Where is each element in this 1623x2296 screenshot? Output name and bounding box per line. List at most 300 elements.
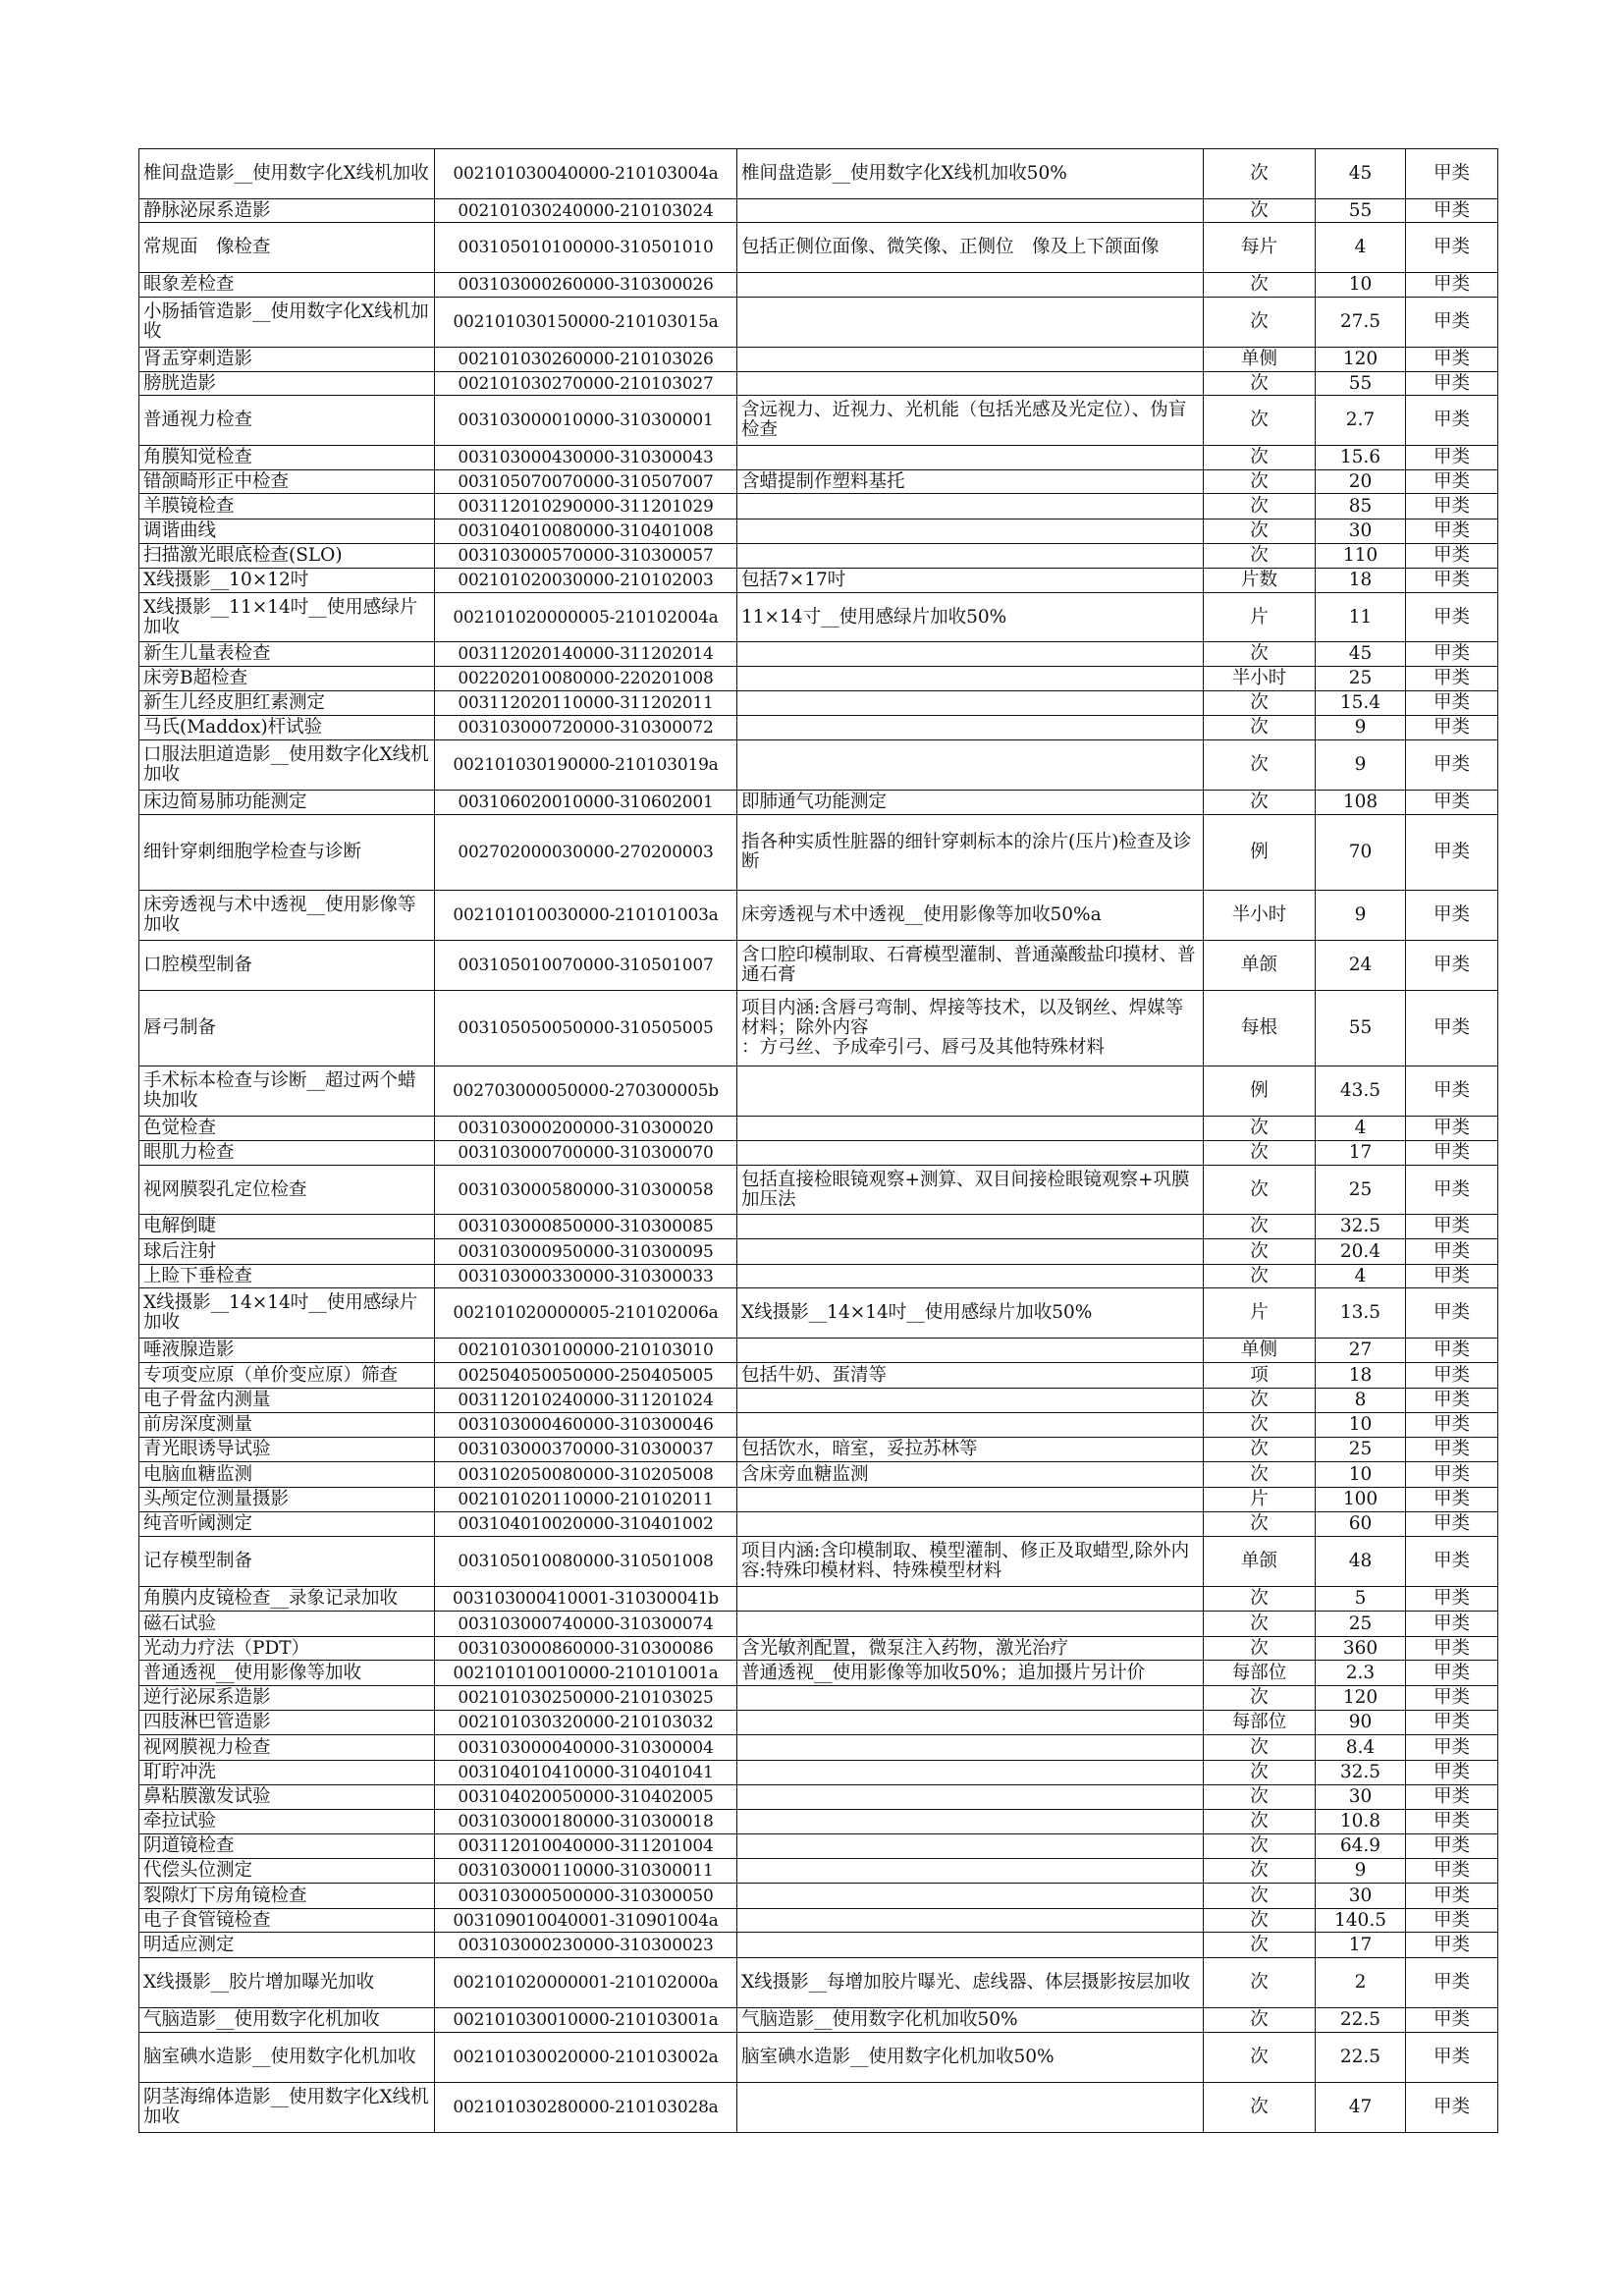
item-unit: 次: [1204, 642, 1316, 667]
item-price: 10: [1316, 273, 1406, 298]
item-name: 阴茎海绵体造影__使用数字化X线机加收: [139, 2083, 435, 2133]
item-unit: 次: [1204, 1389, 1316, 1413]
item-category: 甲类: [1406, 544, 1498, 569]
item-code: 003103000740000-310300074: [435, 1612, 737, 1637]
item-name: 电子骨盆内测量: [139, 1389, 435, 1413]
item-category: 甲类: [1406, 1141, 1498, 1166]
table-row: [139, 1537, 1498, 1587]
item-name: 鼻粘膜激发试验: [139, 1785, 435, 1810]
item-code: 002202010080000-220201008: [435, 667, 737, 691]
item-price: 4: [1316, 223, 1406, 273]
item-category: 甲类: [1406, 991, 1498, 1066]
item-code: 003105010070000-310501007: [435, 941, 737, 991]
item-category: 甲类: [1406, 372, 1498, 396]
table-row: [139, 642, 1498, 667]
item-description: 含蜡提制作塑料基托: [737, 470, 1204, 494]
item-category: 甲类: [1406, 1413, 1498, 1438]
item-code: 002101030270000-210103027: [435, 372, 737, 396]
table-row: [139, 348, 1498, 372]
item-category: 甲类: [1406, 2008, 1498, 2033]
item-unit: 每根: [1204, 991, 1316, 1066]
table-row: [139, 1462, 1498, 1488]
table-row: [139, 1239, 1498, 1265]
item-unit: 次: [1204, 372, 1316, 396]
item-name: 电解倒睫: [139, 1215, 435, 1239]
item-price: 110: [1316, 544, 1406, 569]
item-name: 纯音听阈测定: [139, 1512, 435, 1537]
item-description: 即肺通气功能测定: [737, 791, 1204, 815]
fee-table: [138, 148, 1498, 2133]
item-unit: 次: [1204, 1587, 1316, 1612]
table-row: [139, 149, 1498, 199]
item-name: 光动力疗法（PDT）: [139, 1637, 435, 1661]
item-name: 四肢淋巴管造影: [139, 1711, 435, 1735]
item-unit: 半小时: [1204, 891, 1316, 941]
item-code: 003103000370000-310300037: [435, 1438, 737, 1462]
item-price: 15.4: [1316, 691, 1406, 716]
item-unit: 例: [1204, 815, 1316, 891]
item-code: 002703000050000-270300005b: [435, 1066, 737, 1117]
item-price: 100: [1316, 1488, 1406, 1512]
item-description: 11×14寸__使用感绿片加收50%: [737, 593, 1204, 642]
item-code: 003103000330000-310300033: [435, 1265, 737, 1288]
item-description: [737, 1587, 1204, 1612]
item-unit: 次: [1204, 1413, 1316, 1438]
item-description: 含远视力、近视力、光机能（包括光感及光定位）、伪盲检查: [737, 396, 1204, 446]
item-code: 003103000700000-310300070: [435, 1141, 737, 1166]
item-description: [737, 494, 1204, 519]
item-name: 马氏(Maddox)杆试验: [139, 716, 435, 740]
item-code: 002101030190000-210103019a: [435, 740, 737, 791]
item-price: 5: [1316, 1587, 1406, 1612]
item-description: [737, 716, 1204, 740]
item-category: 甲类: [1406, 667, 1498, 691]
item-price: 30: [1316, 1884, 1406, 1909]
item-unit: 例: [1204, 1066, 1316, 1117]
item-price: 55: [1316, 199, 1406, 223]
item-unit: 次: [1204, 1884, 1316, 1909]
item-unit: 次: [1204, 740, 1316, 791]
item-name: 肾盂穿刺造影: [139, 348, 435, 372]
item-description: 项目内涵:含唇弓弯制、焊接等技术，以及钢丝、焊媒等材料；除外内容 ：方弓丝、予成牵引弓、唇弓及其他特殊材料: [737, 991, 1204, 1066]
item-description: [737, 740, 1204, 791]
item-unit: 次: [1204, 470, 1316, 494]
item-unit: 次: [1204, 1612, 1316, 1637]
table-row: [139, 740, 1498, 791]
item-name: 色觉检查: [139, 1117, 435, 1141]
table-row: [139, 446, 1498, 470]
item-name: 唇弓制备: [139, 991, 435, 1066]
table-row: [139, 991, 1498, 1066]
table-row: [139, 1488, 1498, 1512]
item-category: 甲类: [1406, 273, 1498, 298]
item-unit: 单侧: [1204, 348, 1316, 372]
item-unit: 次: [1204, 2008, 1316, 2033]
item-description: [737, 691, 1204, 716]
item-code: 003103000260000-310300026: [435, 273, 737, 298]
item-name: 球后注射: [139, 1239, 435, 1265]
item-category: 甲类: [1406, 716, 1498, 740]
table-row: [139, 273, 1498, 298]
item-price: 9: [1316, 740, 1406, 791]
item-name: 气脑造影__使用数字化机加收: [139, 2008, 435, 2033]
item-description: [737, 2083, 1204, 2133]
table-row: [139, 1810, 1498, 1834]
table-row: [139, 2008, 1498, 2033]
table-row: [139, 791, 1498, 815]
item-category: 甲类: [1406, 791, 1498, 815]
item-category: 甲类: [1406, 1239, 1498, 1265]
item-category: 甲类: [1406, 1686, 1498, 1711]
item-description: [737, 1339, 1204, 1363]
item-price: 18: [1316, 1363, 1406, 1389]
item-description: [737, 1859, 1204, 1884]
item-price: 11: [1316, 593, 1406, 642]
item-code: 003103000570000-310300057: [435, 544, 737, 569]
item-description: 普通透视__使用影像等加收50%；追加摄片另计价: [737, 1661, 1204, 1686]
table-row: [139, 1587, 1498, 1612]
item-unit: 次: [1204, 1117, 1316, 1141]
item-description: 包括牛奶、蛋清等: [737, 1363, 1204, 1389]
item-category: 甲类: [1406, 1462, 1498, 1488]
item-description: [737, 1066, 1204, 1117]
item-unit: 次: [1204, 1141, 1316, 1166]
item-unit: 次: [1204, 2083, 1316, 2133]
item-price: 48: [1316, 1537, 1406, 1587]
item-category: 甲类: [1406, 1711, 1498, 1735]
item-price: 8: [1316, 1389, 1406, 1413]
table-row: [139, 1785, 1498, 1810]
item-category: 甲类: [1406, 1488, 1498, 1512]
item-unit: 次: [1204, 791, 1316, 815]
item-description: 包括饮水，暗室，妥拉苏林等: [737, 1438, 1204, 1462]
item-code: 002101020000001-210102000a: [435, 1958, 737, 2008]
item-code: 003104020050000-310402005: [435, 1785, 737, 1810]
item-name: 脑室碘水造影__使用数字化机加收: [139, 2033, 435, 2083]
item-price: 24: [1316, 941, 1406, 991]
item-description: [737, 1141, 1204, 1166]
item-category: 甲类: [1406, 1933, 1498, 1958]
item-name: 牵拉试验: [139, 1810, 435, 1834]
item-description: [737, 348, 1204, 372]
item-name: 椎间盘造影__使用数字化X线机加收: [139, 149, 435, 199]
item-description: [737, 273, 1204, 298]
item-name: 头颅定位测量摄影: [139, 1488, 435, 1512]
item-price: 45: [1316, 149, 1406, 199]
table-row: [139, 470, 1498, 494]
item-name: X线摄影__11×14吋__使用感绿片加收: [139, 593, 435, 642]
item-category: 甲类: [1406, 1661, 1498, 1686]
item-name: 代偿头位测定: [139, 1859, 435, 1884]
item-price: 43.5: [1316, 1066, 1406, 1117]
item-code: 002101020030000-210102003: [435, 569, 737, 593]
item-description: [737, 1413, 1204, 1438]
item-category: 甲类: [1406, 1512, 1498, 1537]
item-name: X线摄影__14×14吋__使用感绿片加收: [139, 1288, 435, 1339]
item-unit: 次: [1204, 519, 1316, 544]
table-row: [139, 1389, 1498, 1413]
item-name: 阴道镜检查: [139, 1834, 435, 1859]
table-row: [139, 891, 1498, 941]
table-row: [139, 1215, 1498, 1239]
item-price: 32.5: [1316, 1761, 1406, 1785]
item-unit: 次: [1204, 2033, 1316, 2083]
item-category: 甲类: [1406, 891, 1498, 941]
item-description: 包括正侧位面像、微笑像、正侧位 像及上下颌面像: [737, 223, 1204, 273]
item-code: 003103000950000-310300095: [435, 1239, 737, 1265]
item-code: 003103000580000-310300058: [435, 1166, 737, 1215]
table-row: [139, 2083, 1498, 2133]
item-price: 32.5: [1316, 1215, 1406, 1239]
item-category: 甲类: [1406, 642, 1498, 667]
item-unit: 次: [1204, 1735, 1316, 1761]
item-code: 002101030100000-210103010: [435, 1339, 737, 1363]
item-name: 扫描激光眼底检查(SLO): [139, 544, 435, 569]
item-price: 4: [1316, 1117, 1406, 1141]
table-row: [139, 691, 1498, 716]
item-description: [737, 1761, 1204, 1785]
item-name: 角膜内皮镜检查__录象记录加收: [139, 1587, 435, 1612]
item-price: 20.4: [1316, 1239, 1406, 1265]
item-unit: 次: [1204, 1686, 1316, 1711]
item-description: [737, 1711, 1204, 1735]
item-description: 气脑造影__使用数字化机加收50%: [737, 2008, 1204, 2033]
table-row: [139, 941, 1498, 991]
item-price: 17: [1316, 1933, 1406, 1958]
table-row: [139, 1066, 1498, 1117]
item-price: 55: [1316, 991, 1406, 1066]
item-code: 003102050080000-310205008: [435, 1462, 737, 1488]
item-code: 003103000500000-310300050: [435, 1884, 737, 1909]
item-price: 8.4: [1316, 1735, 1406, 1761]
item-category: 甲类: [1406, 2033, 1498, 2083]
item-price: 60: [1316, 1512, 1406, 1537]
item-unit: 片数: [1204, 569, 1316, 593]
item-description: [737, 519, 1204, 544]
item-code: 002504050050000-250405005: [435, 1363, 737, 1389]
item-category: 甲类: [1406, 815, 1498, 891]
item-code: 003103000720000-310300072: [435, 716, 737, 740]
item-category: 甲类: [1406, 1117, 1498, 1141]
item-price: 120: [1316, 1686, 1406, 1711]
item-price: 47: [1316, 2083, 1406, 2133]
item-unit: 次: [1204, 1637, 1316, 1661]
item-category: 甲类: [1406, 1637, 1498, 1661]
item-description: [737, 1785, 1204, 1810]
item-unit: 次: [1204, 1909, 1316, 1933]
item-description: [737, 1909, 1204, 1933]
item-description: [737, 642, 1204, 667]
item-category: 甲类: [1406, 1215, 1498, 1239]
item-price: 30: [1316, 1785, 1406, 1810]
item-code: 003112020140000-311202014: [435, 642, 737, 667]
item-code: 003112010290000-311201029: [435, 494, 737, 519]
item-price: 120: [1316, 348, 1406, 372]
item-unit: 次: [1204, 1512, 1316, 1537]
item-name: 膀胱造影: [139, 372, 435, 396]
item-name: 羊膜镜检查: [139, 494, 435, 519]
item-description: [737, 372, 1204, 396]
item-price: 27: [1316, 1339, 1406, 1363]
item-unit: 次: [1204, 1834, 1316, 1859]
item-category: 甲类: [1406, 298, 1498, 348]
item-category: 甲类: [1406, 691, 1498, 716]
table-row: [139, 1686, 1498, 1711]
item-description: [737, 667, 1204, 691]
item-description: 包括直接检眼镜观察+测算、双目间接检眼镜观察+巩膜加压法: [737, 1166, 1204, 1215]
item-category: 甲类: [1406, 199, 1498, 223]
item-description: 指各种实质性脏器的细针穿刺标本的涂片(压片)检查及诊断: [737, 815, 1204, 891]
item-code: 003103000850000-310300085: [435, 1215, 737, 1239]
item-description: 含口腔印模制取、石膏模型灌制、普通藻酸盐印摸材、普通石膏: [737, 941, 1204, 991]
table-row: [139, 667, 1498, 691]
item-price: 2: [1316, 1958, 1406, 2008]
item-code: 003105010080000-310501008: [435, 1537, 737, 1587]
item-category: 甲类: [1406, 1066, 1498, 1117]
item-price: 18: [1316, 569, 1406, 593]
item-code: 002101010030000-210101003a: [435, 891, 737, 941]
item-code: 003103000860000-310300086: [435, 1637, 737, 1661]
item-name: 口腔模型制备: [139, 941, 435, 991]
item-unit: 次: [1204, 716, 1316, 740]
table-row: [139, 1933, 1498, 1958]
item-category: 甲类: [1406, 941, 1498, 991]
item-price: 30: [1316, 519, 1406, 544]
item-code: 002101030040000-210103004a: [435, 149, 737, 199]
item-unit: 次: [1204, 1239, 1316, 1265]
item-name: 普通透视__使用影像等加收: [139, 1661, 435, 1686]
item-unit: 次: [1204, 1958, 1316, 2008]
item-code: 002101030020000-210103002a: [435, 2033, 737, 2083]
item-name: 视网膜裂孔定位检查: [139, 1166, 435, 1215]
item-code: 003112010040000-311201004: [435, 1834, 737, 1859]
item-description: X线摄影__每增加胶片曝光、虑线器、体层摄影按层加收: [737, 1958, 1204, 2008]
table-row: [139, 1512, 1498, 1537]
item-description: 含床旁血糖监测: [737, 1462, 1204, 1488]
table-row: [139, 1884, 1498, 1909]
item-unit: 次: [1204, 494, 1316, 519]
table-row: [139, 1661, 1498, 1686]
item-unit: 次: [1204, 1462, 1316, 1488]
item-price: 108: [1316, 791, 1406, 815]
item-code: 003103000040000-310300004: [435, 1735, 737, 1761]
item-unit: 每部位: [1204, 1661, 1316, 1686]
item-price: 10: [1316, 1413, 1406, 1438]
item-code: 003103000460000-310300046: [435, 1413, 737, 1438]
item-price: 22.5: [1316, 2008, 1406, 2033]
item-description: [737, 1265, 1204, 1288]
item-code: 003103000110000-310300011: [435, 1859, 737, 1884]
item-unit: 次: [1204, 1761, 1316, 1785]
table-row: [139, 1363, 1498, 1389]
item-description: [737, 1735, 1204, 1761]
item-unit: 次: [1204, 544, 1316, 569]
item-category: 甲类: [1406, 1909, 1498, 1933]
item-name: 床边简易肺功能测定: [139, 791, 435, 815]
item-unit: 单侧: [1204, 1339, 1316, 1363]
item-price: 9: [1316, 716, 1406, 740]
item-unit: 半小时: [1204, 667, 1316, 691]
table-row: [139, 544, 1498, 569]
item-price: 45: [1316, 642, 1406, 667]
item-price: 25: [1316, 667, 1406, 691]
item-category: 甲类: [1406, 494, 1498, 519]
table-row: [139, 593, 1498, 642]
table-row: [139, 298, 1498, 348]
item-category: 甲类: [1406, 223, 1498, 273]
item-code: 002101030240000-210103024: [435, 199, 737, 223]
item-name: 普通视力检查: [139, 396, 435, 446]
item-price: 25: [1316, 1438, 1406, 1462]
item-unit: 次: [1204, 1265, 1316, 1288]
table-row: [139, 223, 1498, 273]
item-code: 003105070070000-310507007: [435, 470, 737, 494]
item-code: 003105010100000-310501010: [435, 223, 737, 273]
item-unit: 次: [1204, 1810, 1316, 1834]
item-name: X线摄影__10×12吋: [139, 569, 435, 593]
item-code: 003105050050000-310505005: [435, 991, 737, 1066]
item-description: [737, 1612, 1204, 1637]
item-unit: 次: [1204, 1215, 1316, 1239]
table-row: [139, 1288, 1498, 1339]
item-code: 003103000180000-310300018: [435, 1810, 737, 1834]
item-name: 细针穿刺细胞学检查与诊断: [139, 815, 435, 891]
item-description: [737, 298, 1204, 348]
item-category: 甲类: [1406, 348, 1498, 372]
item-category: 甲类: [1406, 2083, 1498, 2133]
item-category: 甲类: [1406, 149, 1498, 199]
item-code: 003103000230000-310300023: [435, 1933, 737, 1958]
item-description: 脑室碘水造影__使用数字化机加收50%: [737, 2033, 1204, 2083]
item-name: 床旁B超检查: [139, 667, 435, 691]
table-row: [139, 1711, 1498, 1735]
item-unit: 次: [1204, 1859, 1316, 1884]
item-price: 25: [1316, 1612, 1406, 1637]
table-row: [139, 1909, 1498, 1933]
item-category: 甲类: [1406, 1810, 1498, 1834]
item-description: [737, 1834, 1204, 1859]
item-unit: 片: [1204, 1488, 1316, 1512]
item-description: [737, 1810, 1204, 1834]
item-code: 003103000010000-310300001: [435, 396, 737, 446]
item-unit: 单颌: [1204, 1537, 1316, 1587]
item-code: 002101020110000-210102011: [435, 1488, 737, 1512]
item-name: 唾液腺造影: [139, 1339, 435, 1363]
item-category: 甲类: [1406, 1785, 1498, 1810]
item-price: 55: [1316, 372, 1406, 396]
item-name: 电脑血糖监测: [139, 1462, 435, 1488]
item-unit: 片: [1204, 593, 1316, 642]
item-category: 甲类: [1406, 1339, 1498, 1363]
item-name: 新生儿量表检查: [139, 642, 435, 667]
item-unit: 次: [1204, 273, 1316, 298]
item-code: 003104010080000-310401008: [435, 519, 737, 544]
item-unit: 次: [1204, 691, 1316, 716]
item-category: 甲类: [1406, 1834, 1498, 1859]
item-category: 甲类: [1406, 1587, 1498, 1612]
item-name: 专项变应原（单价变应原）筛查: [139, 1363, 435, 1389]
item-category: 甲类: [1406, 1537, 1498, 1587]
item-category: 甲类: [1406, 1761, 1498, 1785]
item-price: 64.9: [1316, 1834, 1406, 1859]
item-price: 4: [1316, 1265, 1406, 1288]
table-row: [139, 199, 1498, 223]
item-category: 甲类: [1406, 1612, 1498, 1637]
item-category: 甲类: [1406, 1958, 1498, 2008]
table-row: [139, 1166, 1498, 1215]
item-price: 13.5: [1316, 1288, 1406, 1339]
item-name: 电子食管镜检查: [139, 1909, 435, 1933]
